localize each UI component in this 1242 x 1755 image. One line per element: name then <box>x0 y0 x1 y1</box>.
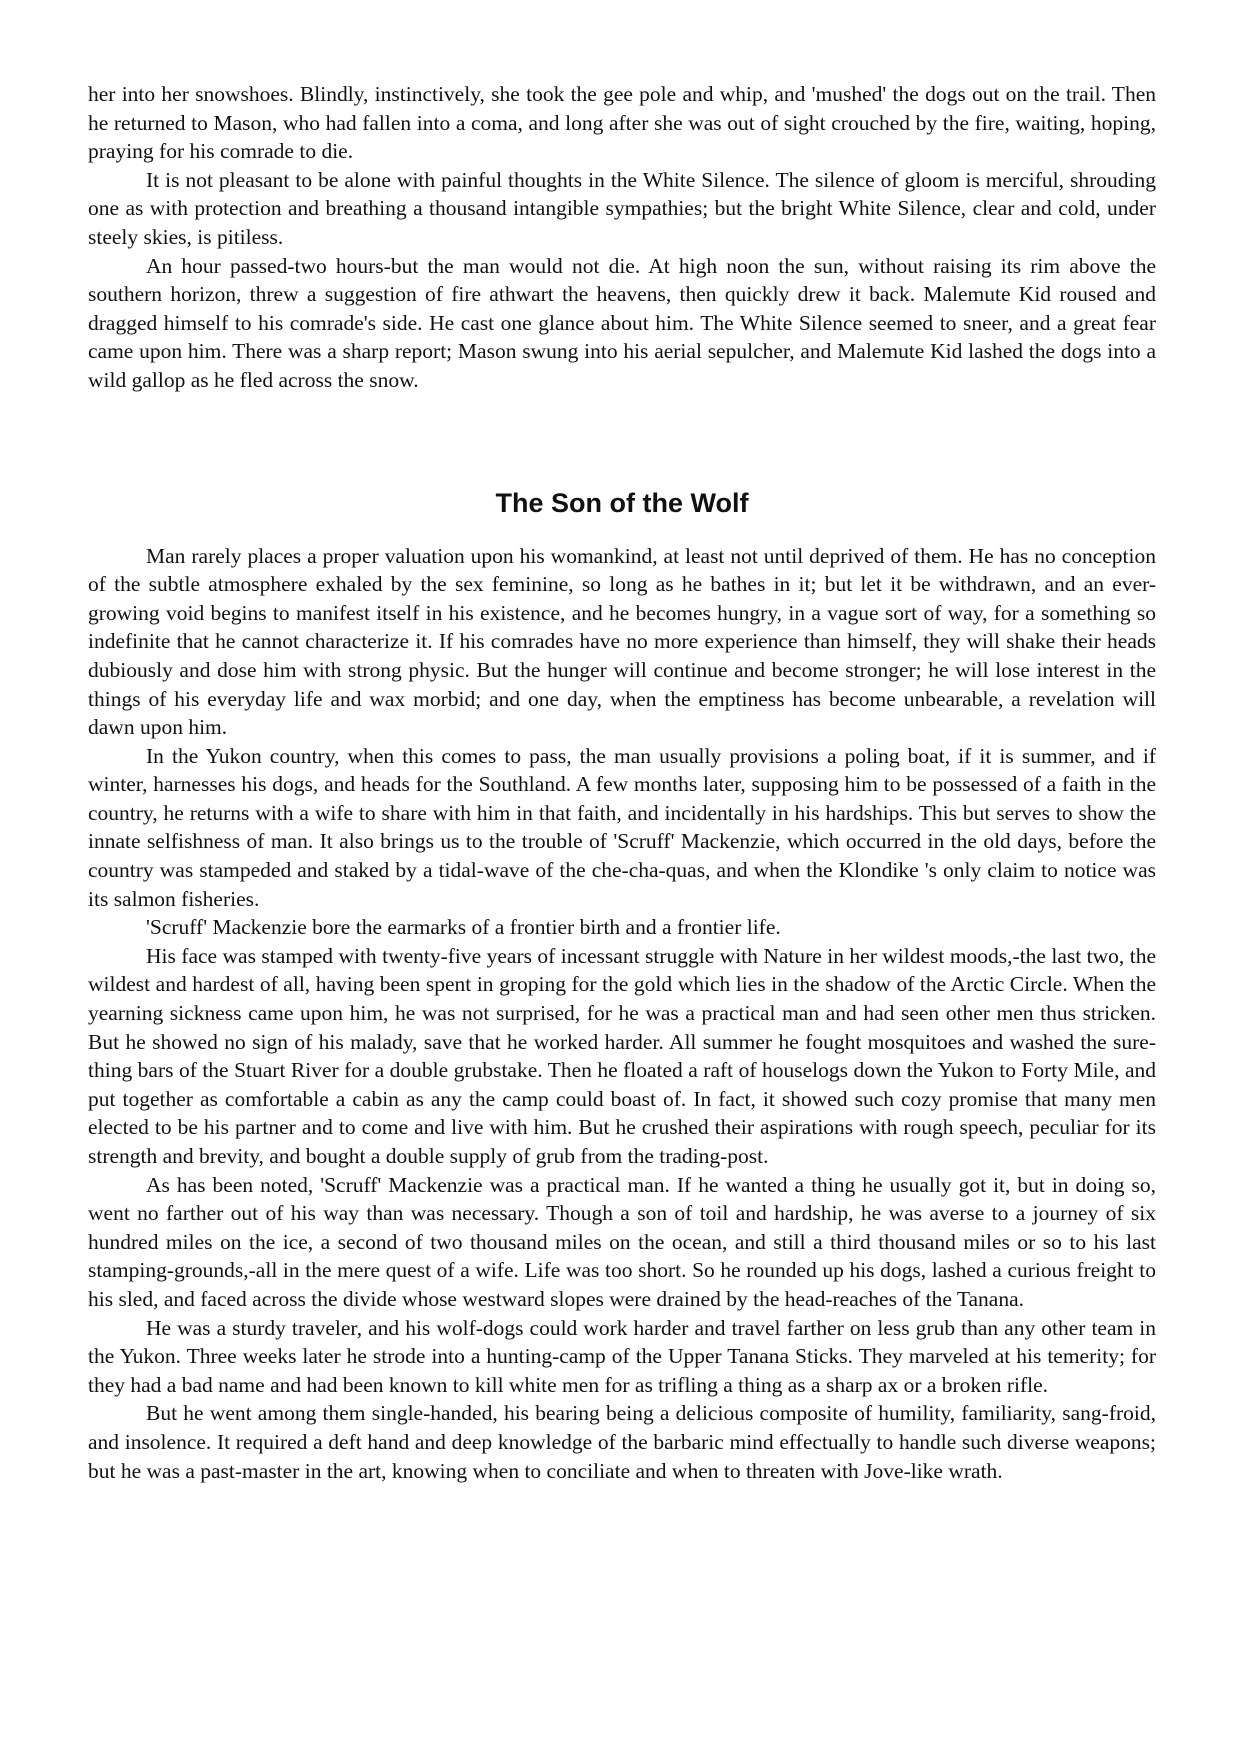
paragraph: His face was stamped with twenty-five years of incessant struggle with Nature in her wildest moods,-the last two, the wildest and hardest of all, having been spent in groping for the gold which lies in the shadow of the Arctic Circle. When the yearning sickness came upon him, he was not surprised, for he was a practical man and had seen other men thus stricken. But he showed no sign of his malady, save that he worked harder. All summer he fought mosquitoes and washed the sure-thing bars of the Stuart River for a double grubstake. Then he floated a raft of houselogs down the Yukon to Forty Mile, and put together as comfortable a cabin as any the camp could boast of. In fact, it showed such cozy promise that many men elected to be his partner and to come and live with him. But he crushed their aspirations with rough speech, peculiar for its strength and brevity, and bought a double supply of grub from the trading-post. <box>88 943 1156 1168</box>
paragraph: As has been noted, 'Scruff' Mackenzie was a practical man. If he wanted a thing he usually got it, but in doing so, went no farther out of his way than was necessary. Though a son of toil and hardship, he was averse to a journey of six hundred miles on the ice, a second of two thousand miles on the ocean, and still a third thousand miles or so to his last stamping-grounds,-all in the mere quest of a wife. Life was too short. So he rounded up his dogs, lashed a curious freight to his sled, and faced across the divide whose westward slopes were drained by the head-reaches of the Tanana. <box>88 1172 1156 1311</box>
book-page <box>88 80 1156 1485</box>
paragraph: 'Scruff' Mackenzie bore the earmarks of a frontier birth and a frontier life. <box>146 915 781 940</box>
paragraph: It is not pleasant to be alone with painful thoughts in the White Silence. The silence of gloom is merciful, shrouding one as with protection and breathing a thousand intangible sympathies; but the bright White Silence, clear and cold, under steely skies, is pitiless. <box>88 167 1156 249</box>
paragraph: An hour passed-two hours-but the man would not die. At high noon the sun, without raising its rim above the southern horizon, threw a suggestion of fire athwart the heavens, then quickly drew it back. Malemute Kid roused and dragged himself to his comrade's side. He cast one glance about him. The White Silence seemed to sneer, and a great fear came upon him. There was a sharp report; Mason swung into his aerial sepulcher, and Malemute Kid lashed the dogs into a wild gallop as he fled across the snow. <box>88 253 1156 392</box>
paragraph: In the Yukon country, when this comes to pass, the man usually provisions a poling boat, if it is summer, and if winter, harnesses his dogs, and heads for the Southland. A few months later, supposing him to be possessed of a faith in the country, he returns with a wife to share with him in that faith, and incidentally in his hardships. This but serves to show the innate selfishness of man. It also brings us to the trouble of 'Scruff' Mackenzie, which occurred in the old days, before the country was stampeded and staked by a tidal-wave of the che-cha-quas, and when the Klondike 's only claim to notice was its salmon fisheries. <box>88 743 1156 911</box>
paragraph-continued: her into her snowshoes. Blindly, instinctively, she took the gee pole and whip, and 'mushed' the dogs out on the trail. Then he returned to Mason, who had fallen into a coma, and long after she was out of sight crouched by the fire, waiting, hoping, praying for his comrade to die. <box>88 82 1156 164</box>
chapter-title: The Son of the Wolf <box>495 487 749 518</box>
paragraph: But he went among them single-handed, his bearing being a delicious composite of humility, familiarity, sang-froid, and insolence. It required a deft hand and deep knowledge of the barbaric mind effectually to handle such diverse weapons; but he was a past-master in the art, knowing when to conciliate and when to threaten with Jove-like wrath. <box>88 1401 1156 1483</box>
paragraph: Man rarely places a proper valuation upon his womankind, at least not until deprived of them. He has no conception of the subtle atmosphere exhaled by the sex feminine, so long as he bathes in it; but let it be withdrawn, and an ever-growing void begins to manifest itself in his existence, and he becomes hungry, in a vague sort of way, for a something so indefinite that he cannot characterize it. If his comrades have no more experience than himself, they will shake their heads dubiously and dose him with strong physic. But the hunger will continue and become stronger; he will lose interest in the things of his everyday life and wax morbid; and one day, when the emptiness has become unbearable, a revelation will dawn upon him. <box>88 543 1156 740</box>
paragraph: He was a sturdy traveler, and his wolf-dogs could work harder and travel farther on less grub than any other team in the Yukon. Three weeks later he strode into a hunting-camp of the Upper Tanana Sticks. They marveled at his temerity; for they had a bad name and had been known to kill white men for as trifling a thing as a sharp ax or a broken rifle. <box>88 1315 1156 1397</box>
